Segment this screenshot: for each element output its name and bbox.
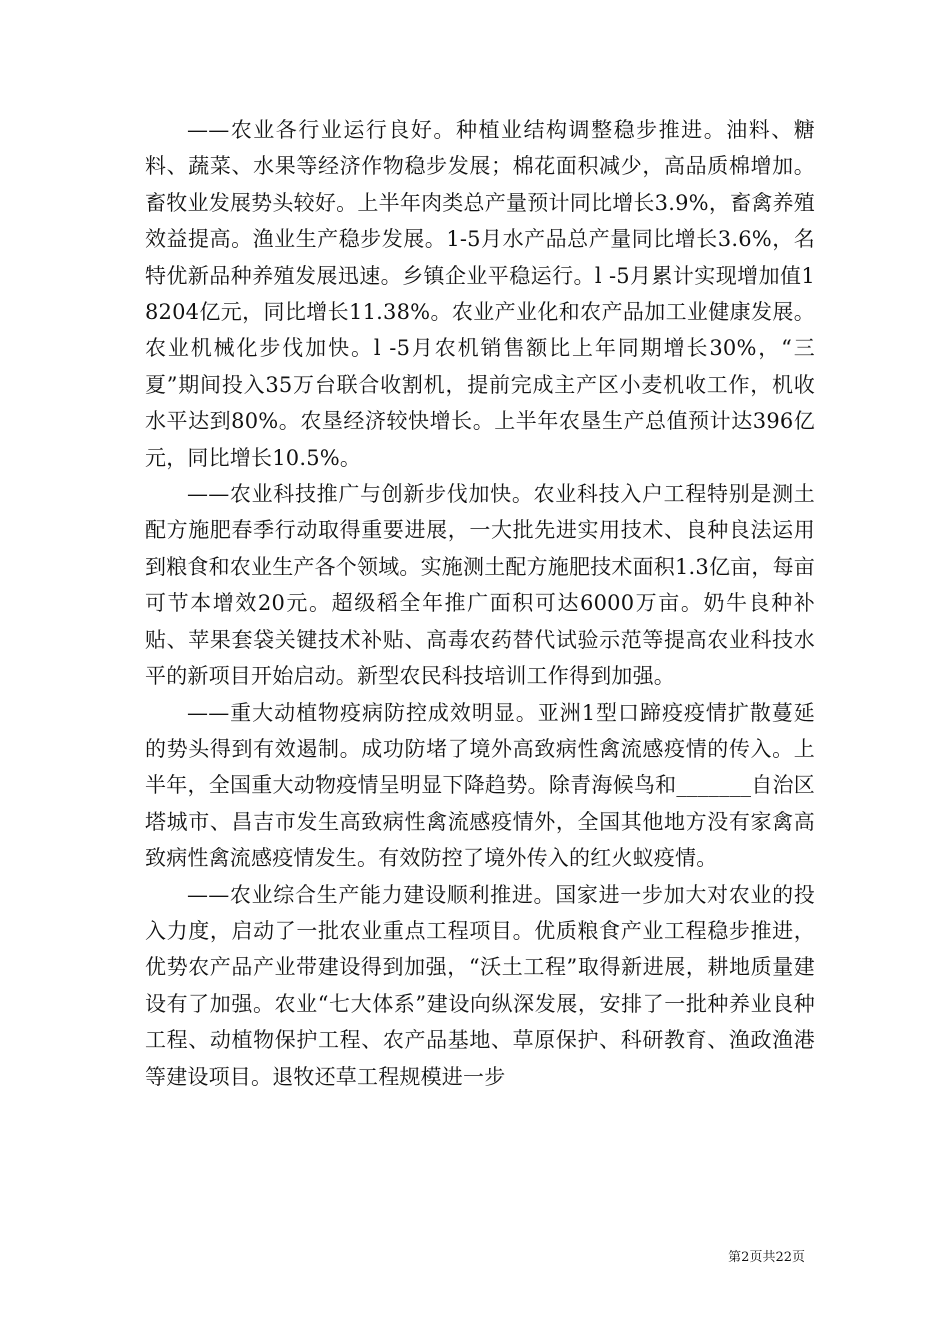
page-number-footer: 第2页共22页 [728, 1250, 805, 1265]
paragraph-disease-control: ——重大动植物疫病防控成效明显。亚洲1型口蹄疫疫情扩散蔓延的势头得到有效遏制。成功防堵了境外高致病性禽流感疫情的传入。上半年，全国重大动物疫情呈明显下降趋势。除青海候鸟和_______自治区塔城市、昌吉市发生高致病性禽流感疫情外，全国其他地方没有家禽高致病性禽流感疫情发生。有效防控了境外传入的红火蚁疫情。 [145, 700, 815, 871]
paragraph-agri-technology: ——农业科技推广与创新步伐加快。农业科技入户工程特别是测土配方施肥春季行动取得重要进展，一大批先进实用技术、良种良法运用到粮食和农业生产各个领域。实施测土配方施肥技术面积1.3亿亩，每亩可节本增效20元。超级稻全年推广面积可达6000万亩。奶牛良种补贴、苹果套袋关键技术补贴、高毒农药替代试验示范等提高农业科技水平的新项目开始启动。新型农民科技培训工作得到加强。 [145, 482, 815, 689]
paragraph-production-capacity: ——农业综合生产能力建设顺利推进。国家进一步加大对农业的投入力度，启动了一批农业重点工程项目。优质粮食产业工程稳步推进，优势农产品产业带建设得到加强，“沃土工程”取得新进展，耕地质量建设有了加强。农业“七大体系”建设向纵深发展，安排了一批种养业良种工程、动植物保护工程、农产品基地、草原保护、科研教育、渔政渔港等建设项目。退牧还草工程规模进一步 [145, 882, 815, 1089]
document-body [145, 112, 815, 1095]
paragraph-agriculture-industries: ——农业各行业运行良好。种植业结构调整稳步推进。油料、糖料、蔬菜、水果等经济作物稳步发展；棉花面积减少，高品质棉增加。畜牧业发展势头较好。上半年肉类总产量预计同比增长3.9%，畜禽养殖效益提高。渔业生产稳步发展。1-5月水产品总产量同比增长3.6%，名特优新品种养殖发展迅速。乡镇企业平稳运行。l -5月累计实现增加值18204亿元，同比增长11.38%。农业产业化和农产品加工业健康发展。农业机械化步伐加快。l -5月农机销售额比上年同期增长30%，“三夏”期间投入35万台联合收割机，提前完成主产区小麦机收工作，机收水平达到80%。农垦经济较快增长。上半年农垦生产总值预计达396亿元，同比增长10.5%。 [145, 118, 815, 470]
